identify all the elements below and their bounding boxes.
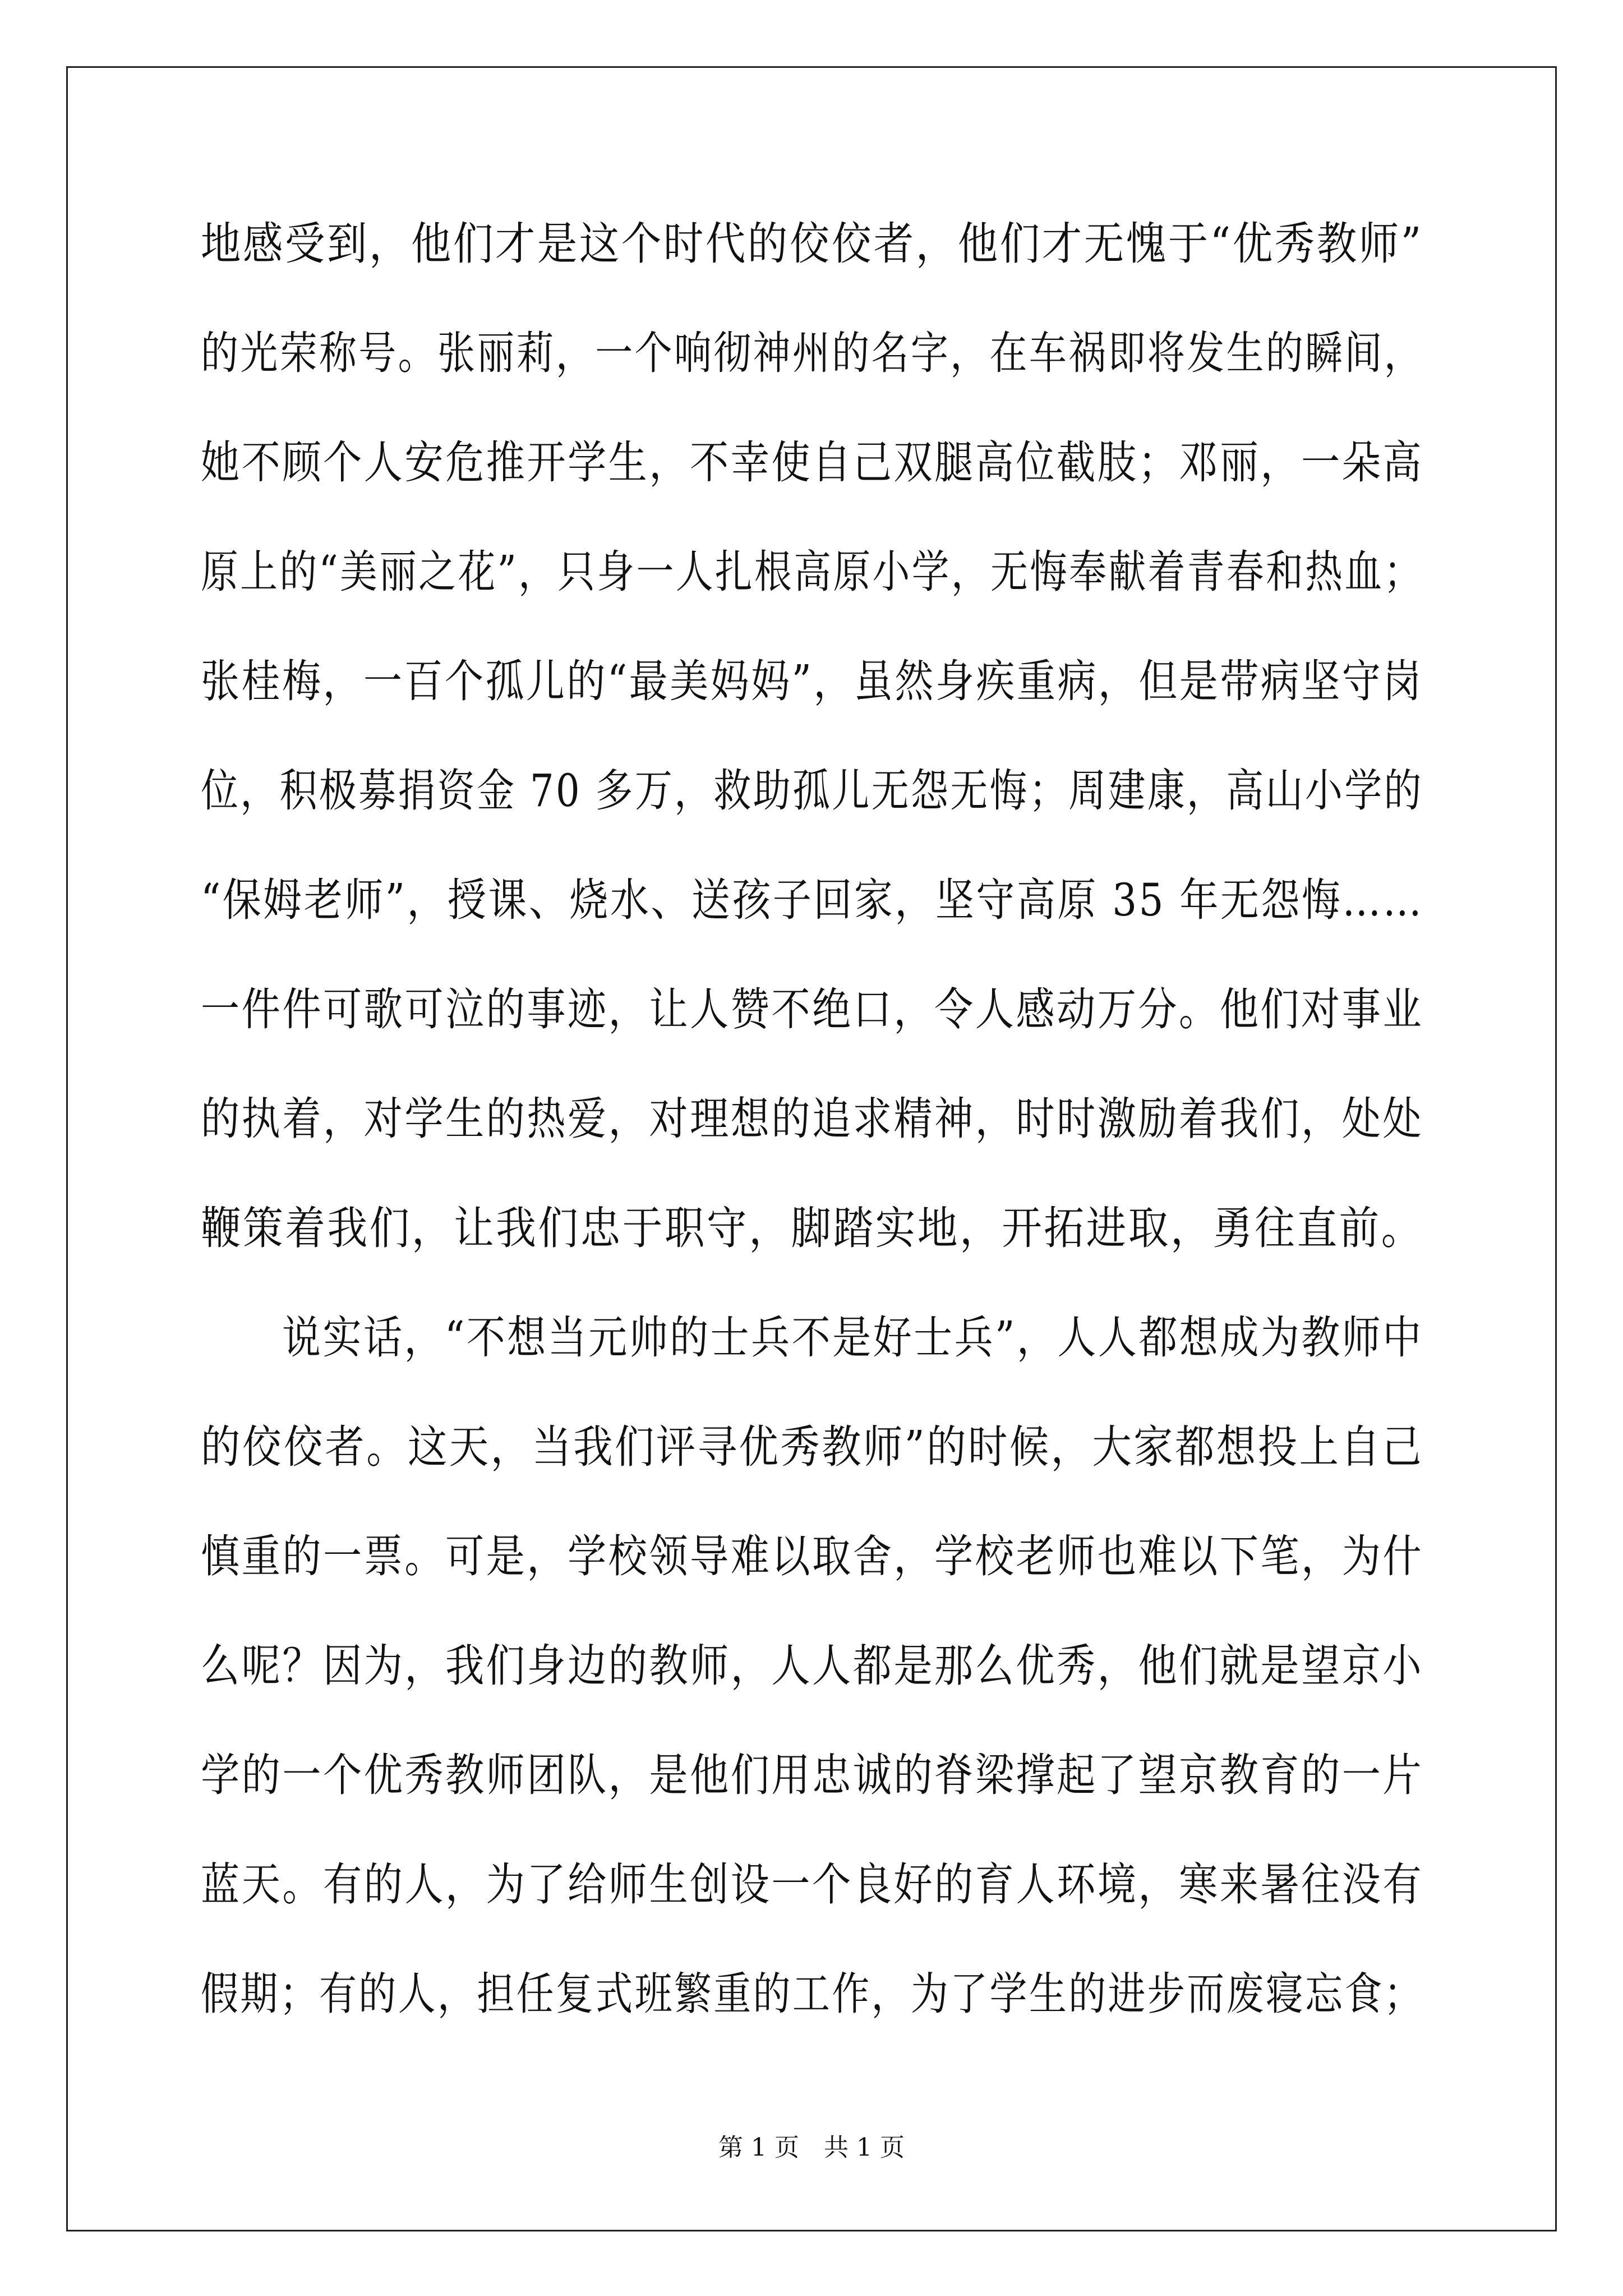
- paragraph-start-line: 说实话，“不想当元帅的士兵不是好士兵”，人人都想成为教师中: [201, 1312, 1423, 1364]
- body-line: 的执着，对学生的热爱，对理想的追求精神，时时激励着我们，处处: [201, 1093, 1424, 1145]
- body-line: 原上的“美丽之花”，只身一人扎根高原小学，无悔奉献着青春和热血；: [201, 546, 1423, 598]
- body-line: 地感受到，他们才是这个时代的佼佼者，他们才无愧于“优秀教师”: [201, 218, 1423, 270]
- body-line: 学的一个优秀教师团队，是他们用忠诚的脊梁撑起了望京教育的一片: [201, 1749, 1424, 1801]
- body-line: 慎重的一票。可是，学校领导难以取舍，学校老师也难以下笔，为什: [201, 1530, 1424, 1582]
- body-line: 蓝天。有的人，为了给师生创设一个良好的育人环境，寒来暑往没有: [201, 1858, 1424, 1911]
- body-line: 鞭策着我们，让我们忠于职守，脚踏实地，开拓进取，勇往直前。: [201, 1202, 1423, 1254]
- body-line: 的光荣称号。张丽莉，一个响彻神州的名字，在车祸即将发生的瞬间，: [201, 327, 1424, 379]
- body-line: “保姆老师”，授课、烧水、送孩子回家，坚守高原 35 年无怨悔……: [201, 874, 1424, 926]
- body-line: 的佼佼者。这天，当我们评寻优秀教师”的时候，大家都想投上自己: [201, 1421, 1423, 1473]
- page-number-footer: 第 1 页 共 1 页: [718, 2133, 905, 2162]
- body-line: 一件件可歌可泣的事迹，让人赞不绝口，令人感动万分。他们对事业: [201, 983, 1424, 1036]
- body-line: 她不顾个人安危推开学生，不幸使自己双腿高位截肢；邓丽，一朵高: [201, 436, 1424, 489]
- body-line: 么呢？因为，我们身边的教师，人人都是那么优秀，他们就是望京小: [201, 1640, 1424, 1692]
- body-line: 张桂梅，一百个孤儿的“最美妈妈”，虽然身疾重病，但是带病坚守岗: [201, 655, 1423, 707]
- body-line: 假期；有的人，担任复式班繁重的工作，为了学生的进步而废寝忘食；: [201, 1968, 1424, 2020]
- body-line: 位，积极募捐资金 70 多万，救助孤儿无怨无悔；周建康，高山小学的: [201, 765, 1423, 817]
